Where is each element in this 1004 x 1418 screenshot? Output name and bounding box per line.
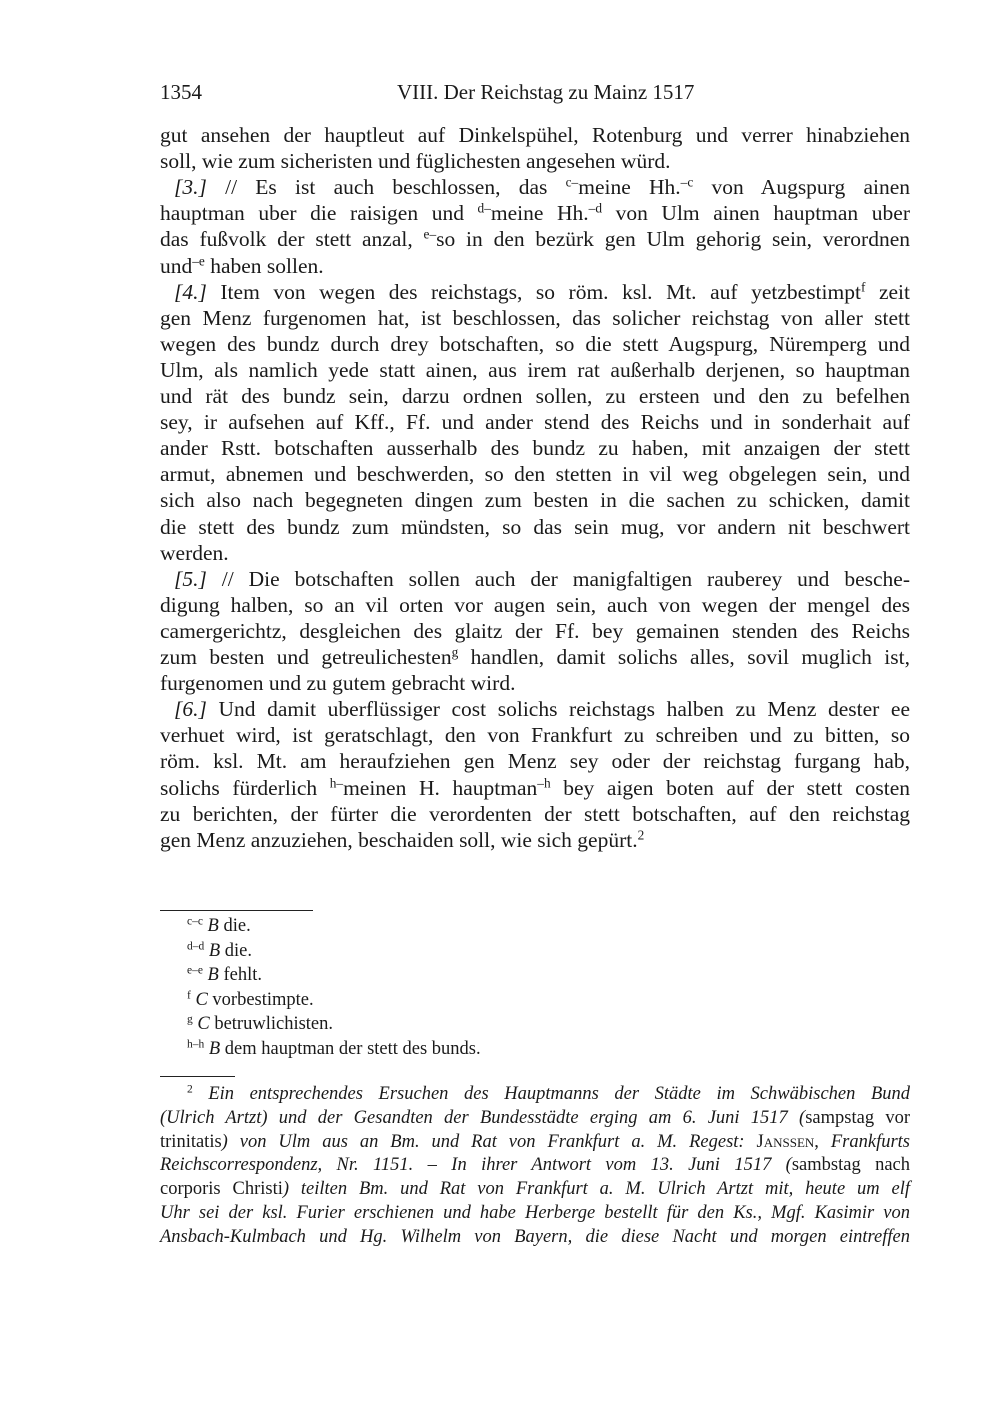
text-line: [160, 331, 910, 357]
text-segment: // Die botschaften sollen auch der manigfaltigen rauberey und besche-: [206, 566, 910, 591]
apparatus-reading: vorbestimpte.: [207, 989, 314, 1010]
text-line: [160, 122, 910, 148]
note-marker: –e: [192, 253, 205, 269]
text-segment: meinen H. hauptman: [343, 775, 538, 800]
apparatus-reading: dem hauptman der stett des bunds.: [220, 1038, 481, 1059]
apparatus-mark: c–c: [187, 915, 203, 928]
text-segment: Uhr sei der ksl. Furier erschienen und habe Herberge bestellt für den Ks., Mgf. Kasimir von: [160, 1203, 910, 1223]
text-segment: zeit: [865, 279, 910, 304]
text-line: [160, 200, 910, 226]
note-marker: h–: [329, 775, 344, 791]
text-line: [160, 487, 910, 513]
manuscript-siglum: C: [195, 989, 208, 1010]
apparatus-mark: h–h: [187, 1038, 205, 1051]
text-line: [160, 696, 910, 722]
text-segment: von Augspurg ainen: [693, 175, 911, 200]
text-segment: und: [160, 253, 193, 278]
text-line: [160, 514, 910, 540]
text-line: [160, 461, 910, 487]
apparatus-mark: f: [187, 989, 191, 1002]
apparatus-reading: die.: [220, 940, 252, 961]
running-title: VIII. Der Reichstag zu Mainz 1517: [397, 80, 695, 104]
text-segment: gen Menz furgenomen hat, ist beschlossen, das solicher reichstag von aller stett: [160, 305, 910, 330]
text-segment: und rät des bundz sein, darzu ordnen sollen, zu ersteen und den zu befelhen: [160, 384, 910, 408]
text-segment: röm. ksl. Mt. am heraufziehen gen Menz sey oder der reichstag furgang hab,: [160, 749, 910, 774]
text-line: [160, 174, 910, 200]
text-line: [160, 670, 910, 696]
manuscript-siglum: B: [207, 916, 219, 936]
text-line: [160, 1082, 910, 1106]
text-segment: (Ulrich Artzt) und der Gesandten der Bundesstädte erging am 6. Juni 1517 (: [160, 1107, 806, 1128]
text-segment: zu berichten, der fürter die verordenten der stett botschaften, auf den reichstag: [160, 801, 910, 826]
apparatus-entry: [160, 939, 910, 963]
footnote-divider: [160, 1076, 235, 1077]
manuscript-siglum: B: [207, 965, 219, 985]
text-segment: Item von wegen des reichstags, so röm. ksl. Mt. auf yetzbestimpt: [206, 279, 861, 304]
text-segment: digung halben, so an vil orten vor augen sein, auch von wegen der mengel des: [160, 592, 910, 617]
text-line: [160, 435, 910, 461]
note-marker: c–: [565, 174, 579, 190]
text-segment: Und damit uberflüssiger cost solichs reichstags halben zu Menz dester ee: [206, 697, 910, 722]
apparatus-divider: [160, 910, 313, 911]
text-line: [160, 566, 910, 592]
apparatus-entry: [160, 988, 910, 1012]
text-line: [160, 1201, 910, 1225]
apparatus-entry: [160, 963, 910, 987]
text-segment: handlen, damit solichs alles, sovil muglich ist,: [458, 645, 910, 669]
text-segment: werden.: [160, 540, 229, 565]
text-segment: wegen des bundz durch drey botschaften, so die stett Augspurg, Nüremperg und: [160, 331, 910, 356]
text-segment: gen Menz anzuziehen, beschaiden soll, wie sich gepürt.: [160, 827, 638, 852]
text-line: [160, 1177, 910, 1201]
apparatus-entry: [160, 914, 910, 938]
text-segment: [6.]: [174, 697, 207, 722]
apparatus-reading: betruwlichisten.: [209, 1014, 334, 1034]
apparatus-reading: die.: [218, 916, 251, 936]
text-segment: so in den bezürk gen Ulm gehorig sein, verordnen: [436, 227, 910, 252]
text-segment: meine Hh.: [490, 201, 589, 226]
text-line: [160, 801, 910, 827]
text-segment: haben sollen.: [204, 253, 324, 278]
text-segment: [4.]: [174, 279, 207, 304]
text-segment: Frankfurts: [830, 1131, 910, 1152]
manuscript-siglum: B: [208, 940, 221, 961]
text-segment: die stett des bundz zum mündsten, so das sein mug, vor andern nit beschwert: [160, 514, 910, 539]
apparatus-mark: e–e: [187, 964, 203, 977]
text-segment: Ansbach-Kulmbach und Hg. Wilhelm von Bayern, die diese Nacht und morgen eintreffen: [160, 1226, 910, 1247]
text-line: [160, 357, 910, 383]
text-line: [160, 253, 910, 279]
text-line: [160, 1106, 910, 1130]
text-segment: gut ansehen der hauptleut auf Dinkelspühel, Rotenburg und verrer hinabziehen: [160, 123, 910, 147]
text-line: [160, 305, 910, 331]
note-marker: 2: [187, 1083, 193, 1096]
text-segment: // Es ist auch beschlossen, das: [206, 175, 566, 200]
text-line: [160, 722, 910, 748]
text-segment: Reichscorrespondenz, Nr. 1151. – In ihrer Antwort vom 13. Juni 1517 (: [160, 1155, 792, 1176]
apparatus-entry: [160, 1037, 910, 1061]
manuscript-siglum: C: [197, 1014, 210, 1034]
text-segment: sampstag vor: [805, 1107, 910, 1128]
manuscript-siglum: B: [208, 1038, 221, 1059]
text-segment: Ulm, als namlich yede statt ainen, aus irem rat außerhalb derjenen, so hauptman: [160, 357, 910, 382]
text-line: [160, 644, 910, 670]
text-segment: solichs fürderlich: [160, 775, 330, 800]
text-line: [160, 148, 910, 174]
text-segment: armut, abnemen und beschwerden, so den stetten in vil weg obgelegen sein, und: [160, 462, 910, 487]
text-segment: zum besten und getreulichesten: [160, 645, 452, 669]
apparatus-entry: [160, 1012, 910, 1036]
text-line: [160, 279, 910, 305]
text-line: [160, 618, 910, 644]
text-segment: soll, wie zum sicheristen und füglichesten angesehen würd.: [160, 149, 671, 174]
note-marker: –h: [537, 775, 551, 791]
text-line: [160, 1225, 910, 1249]
text-segment: ) von Ulm aus an Bm. und Rat von Frankfurt a. M. Regest:: [221, 1131, 757, 1152]
text-line: [160, 592, 910, 618]
text-segment: das fußvolk der stett anzal,: [160, 227, 424, 252]
text-line: [160, 748, 910, 774]
text-segment: trinitatis: [160, 1131, 222, 1152]
text-segment: Ein entsprechendes Ersuchen des Hauptmanns der Städte im Schwäbischen Bund: [192, 1084, 910, 1104]
note-marker: d–: [477, 200, 491, 216]
text-segment: von Ulm ainen hauptman uber: [601, 201, 910, 226]
apparatus-mark: d–d: [187, 940, 205, 953]
text-line: [160, 540, 910, 566]
text-segment: sey, ir aufsehen auf Kff., Ff. und ander stend des Reichs und in sonderhait auf: [160, 410, 910, 435]
text-segment: meine Hh.: [578, 175, 681, 200]
note-marker: e–: [423, 227, 437, 243]
text-segment: camergerichtz, desgleichen des glaitz der Ff. bey gemainen stenden des Reichs: [160, 618, 910, 643]
text-line: [160, 409, 910, 435]
text-segment: corporis Christi: [160, 1179, 283, 1200]
apparatus-mark: g: [187, 1013, 193, 1026]
text-segment: furgenomen und zu gutem gebracht wird.: [160, 671, 516, 696]
text-line: [160, 827, 910, 853]
note-marker: g: [451, 644, 459, 660]
text-segment: bey aigen boten auf der stett costen: [550, 775, 910, 800]
text-line: [160, 1153, 910, 1177]
note-marker: f: [860, 279, 866, 295]
text-segment: [5.]: [174, 566, 207, 591]
text-line: [160, 1130, 910, 1154]
text-segment: ander Rstt. botschaften ausserhalb des bundz zu haben, mit anzaigen der stett: [160, 436, 910, 461]
text-segment: ,: [814, 1131, 831, 1152]
text-segment: Janssen: [756, 1131, 815, 1152]
apparatus-reading: fehlt.: [218, 965, 263, 985]
note-marker: –c: [680, 174, 694, 190]
text-segment: ) teilten Bm. und Rat von Frankfurt a. M. Ulrich Artzt mit, heute um elf: [282, 1179, 910, 1200]
text-segment: sambstag nach: [791, 1155, 911, 1176]
note-marker: –d: [588, 200, 602, 216]
page-number: 1354: [160, 80, 202, 104]
text-line: [160, 775, 910, 801]
text-line: [160, 383, 910, 409]
note-marker: 2: [637, 827, 645, 843]
text-segment: hauptman uber die raisigen und: [160, 201, 478, 226]
text-segment: verhuet wird, ist geratschlagt, den von Frankfurt zu schreiben und zu bitten, so: [160, 723, 910, 748]
text-line: [160, 226, 910, 252]
text-segment: [3.]: [174, 175, 207, 200]
text-segment: sich also nach begegneten dingen zum besten in die sachen zu schicken, damit: [160, 488, 910, 513]
